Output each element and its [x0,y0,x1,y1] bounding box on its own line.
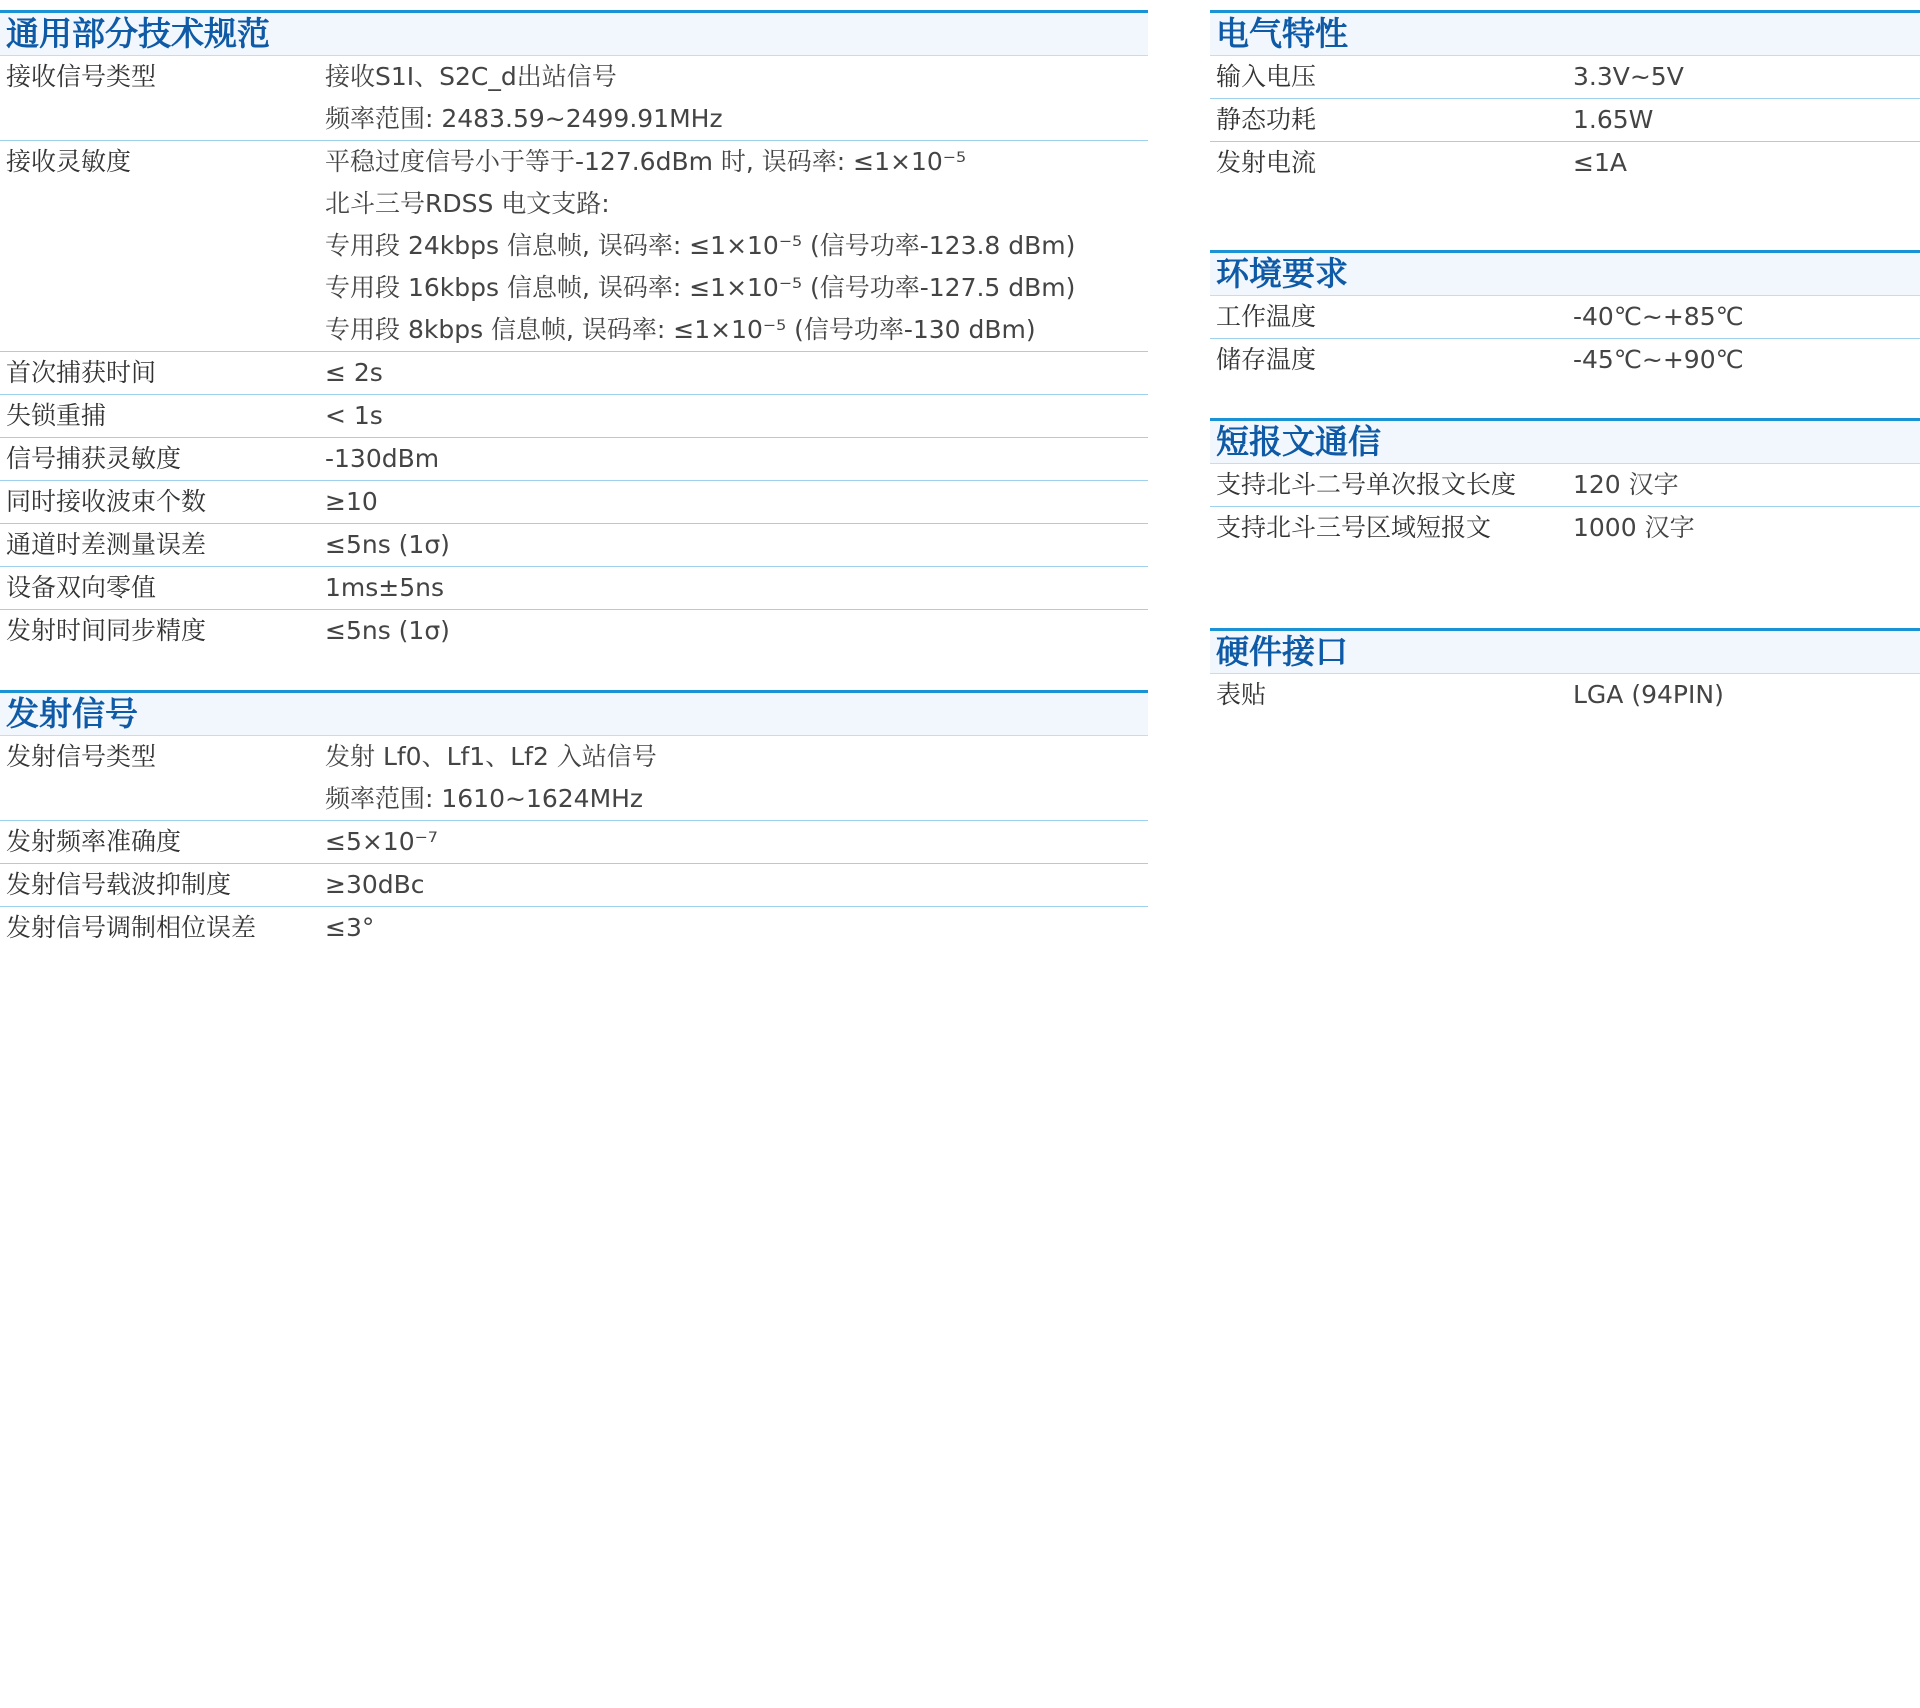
spec-value [325,395,1148,437]
spec-row [1210,507,1920,549]
spec-value-line: -130dBm [325,444,440,473]
spec-value-line: -40℃~+85℃ [1573,302,1744,331]
spec-label: 表贴 [1216,680,1267,709]
spec-label: 支持北斗二号单次报文长度 [1216,470,1517,499]
spec-value [325,864,1148,906]
spec-value-line: LGA (94PIN) [1573,680,1724,709]
spec-row [0,56,1148,141]
spec-value-line: 1ms±5ns [325,573,445,602]
spec-value-line: ≤3° [325,913,375,942]
spec-value-line: ≤ 2s [325,358,383,387]
spec-value-line: ≥30dBc [325,870,425,899]
spec-value [325,438,1148,480]
spec-label: 储存温度 [1216,345,1317,374]
spec-value [1573,56,1920,98]
spec-value [325,610,1148,652]
spec-row [0,141,1148,352]
section-title: 硬件接口 [1210,628,1920,674]
spec-value-line: 频率范围: 2483.59~2499.91MHz [325,104,723,133]
spec-label: 首次捕获时间 [6,358,157,387]
spec-value-line: 平稳过度信号小于等于-127.6dBm 时, 误码率: ≤1×10⁻⁵ [325,147,967,176]
spec-value-line: 专用段 16kbps 信息帧, 误码率: ≤1×10⁻⁵ (信号功率-127.5 dBm) [325,273,1076,302]
spec-value [1573,339,1920,381]
spec-label: 发射频率准确度 [6,827,182,856]
spec-value [325,567,1148,609]
spec-label: 发射电流 [1216,148,1317,177]
spec-row [0,907,1148,949]
section-title: 短报文通信 [1210,418,1920,464]
spec-value [325,481,1148,523]
section-gap [1210,549,1920,628]
spec-value-line: 1000 汉字 [1573,513,1695,542]
spec-label: 发射信号类型 [6,742,157,771]
spec-value [1573,507,1920,549]
spec-value-line: ≤5×10⁻⁷ [325,827,438,856]
spec-value-line: 北斗三号RDSS 电文支路: [325,189,610,218]
spec-label: 发射时间同步精度 [6,616,207,645]
spec-row [1210,674,1920,716]
spec-row [0,481,1148,524]
spec-label: 发射信号调制相位误差 [6,913,257,942]
spec-row [0,736,1148,821]
spec-row [1210,56,1920,99]
spec-row [0,610,1148,652]
spec-row [0,352,1148,395]
section-hardware-interface [1210,628,1920,716]
spec-value-line: ≥10 [325,487,378,516]
spec-row [0,821,1148,864]
spec-row [0,864,1148,907]
section-title: 通用部分技术规范 [0,10,1148,56]
spec-label: 工作温度 [1216,302,1317,331]
spec-row [0,438,1148,481]
section-gap [0,652,1148,690]
section-gap [1210,381,1920,418]
spec-label: 支持北斗三号区域短报文 [1216,513,1492,542]
spec-row [0,395,1148,438]
spec-label: 接收灵敏度 [6,147,132,176]
section-environment [1210,250,1920,381]
section-title: 电气特性 [1210,10,1920,56]
spec-value [325,907,1148,949]
spec-row [1210,99,1920,142]
spec-value-line: 3.3V~5V [1573,62,1684,91]
spec-value-line: -45℃~+90℃ [1573,345,1744,374]
spec-value [325,524,1148,566]
spec-row [1210,296,1920,339]
spec-row [1210,142,1920,184]
spec-value-line: ≤5ns (1σ) [325,530,450,559]
spec-row [0,524,1148,567]
spec-value-line: 1.65W [1573,105,1654,134]
spec-label: 输入电压 [1216,62,1317,91]
spec-value [1573,99,1920,141]
spec-value [325,736,1148,820]
spec-row [1210,464,1920,507]
spec-value [325,821,1148,863]
spec-label: 通道时差测量误差 [6,530,207,559]
section-title: 发射信号 [0,690,1148,736]
spec-value-line: 发射 Lf0、Lf1、Lf2 入站信号 [325,742,657,771]
spec-value [325,141,1148,351]
section-title: 环境要求 [1210,250,1920,296]
spec-value-line: 专用段 24kbps 信息帧, 误码率: ≤1×10⁻⁵ (信号功率-123.8 dBm) [325,231,1076,260]
right-column [1210,10,1920,716]
spec-row [0,567,1148,610]
section-transmit-signal [0,690,1148,949]
section-gap [1210,184,1920,250]
spec-row [1210,339,1920,381]
spec-value-line: 120 汉字 [1573,470,1679,499]
section-electrical [1210,10,1920,184]
spec-value-line: ≤5ns (1σ) [325,616,450,645]
left-column [0,10,1148,949]
spec-label: 设备双向零值 [6,573,157,602]
spec-label: 发射信号载波抑制度 [6,870,232,899]
section-general-specs [0,10,1148,652]
spec-value-line: 专用段 8kbps 信息帧, 误码率: ≤1×10⁻⁵ (信号功率-130 dBm) [325,315,1036,344]
spec-value-line: ≤1A [1573,148,1627,177]
spec-label: 失锁重捕 [6,401,107,430]
section-short-message [1210,418,1920,549]
spec-value [1573,142,1920,184]
spec-value [325,352,1148,394]
spec-value [1573,464,1920,506]
spec-label: 信号捕获灵敏度 [6,444,182,473]
spec-label: 接收信号类型 [6,62,157,91]
spec-value [1573,674,1920,716]
spec-value [1573,296,1920,338]
spec-value [325,56,1148,140]
spec-value-line: 接收S1I、S2C_d出站信号 [325,62,617,91]
spec-label: 静态功耗 [1216,105,1317,134]
spec-label: 同时接收波束个数 [6,487,207,516]
spec-value-line: 频率范围: 1610~1624MHz [325,784,644,813]
spec-value-line: < 1s [325,401,383,430]
